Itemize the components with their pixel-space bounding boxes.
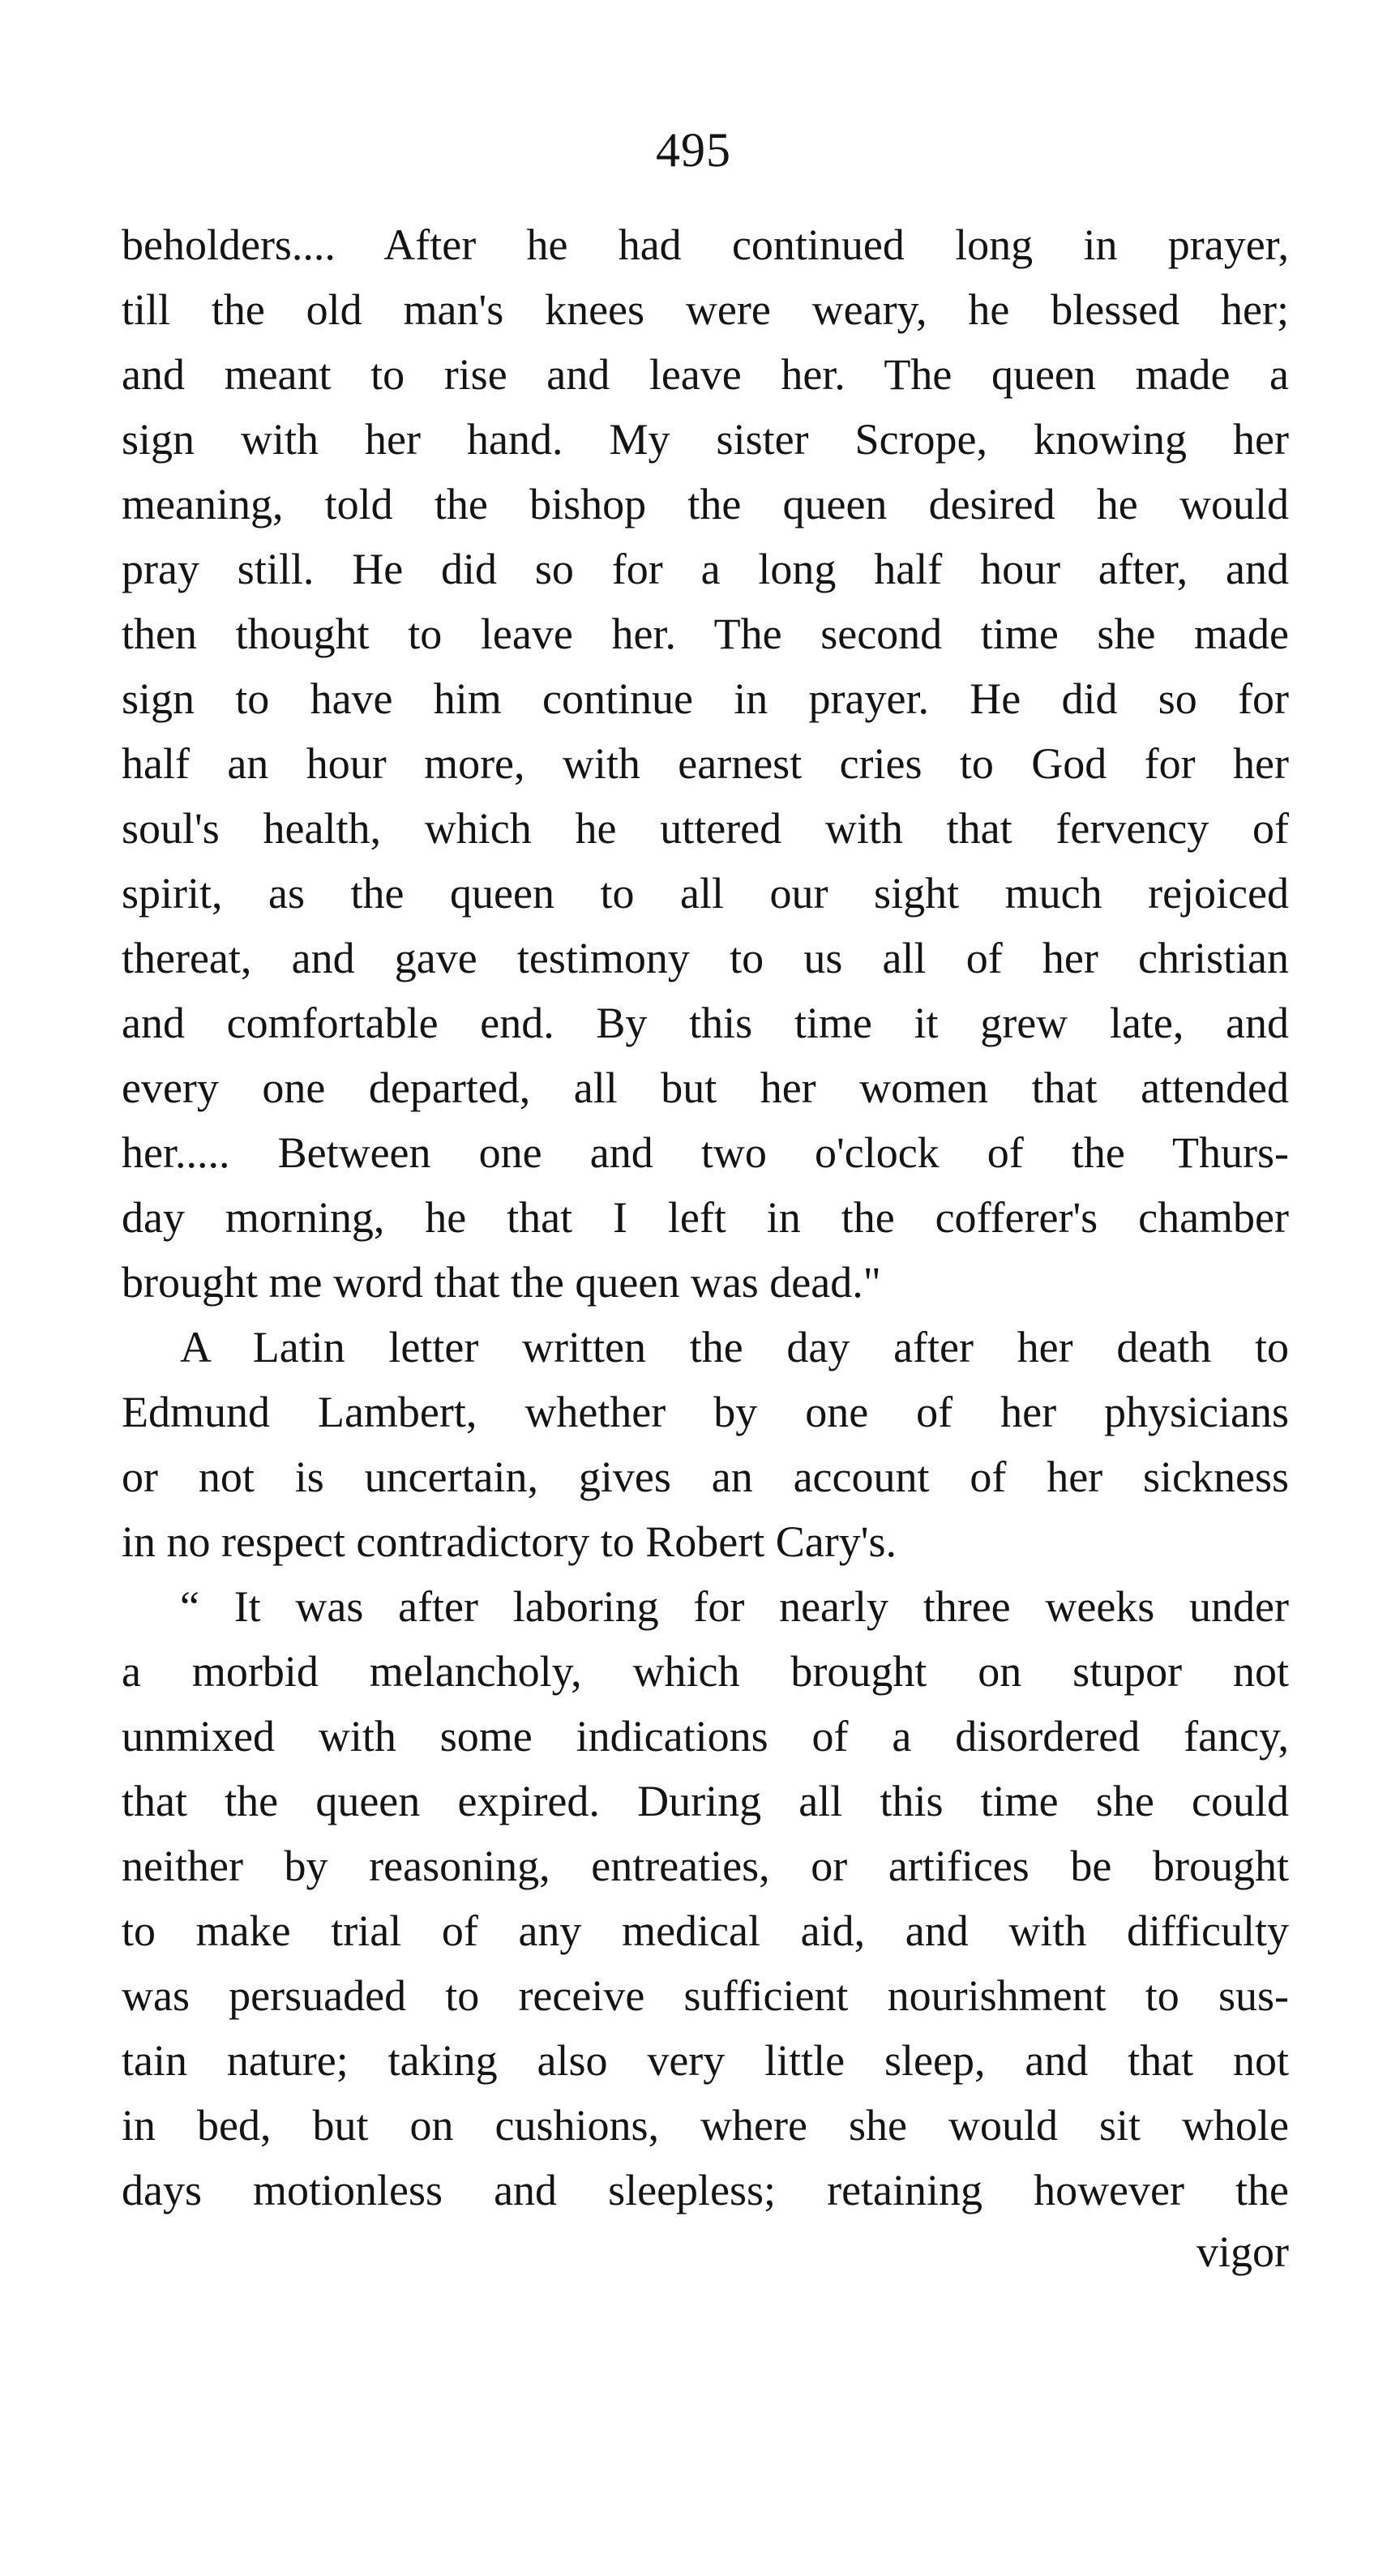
text-line: and meant to rise and leave her. The queen made a [122, 350, 1289, 399]
paragraph-2 [122, 1315, 1289, 1574]
text-line: was persuaded to receive sufficient nourishment to sus- [122, 1971, 1289, 2020]
text-line: sign with her hand. My sister Scrope, knowing her [122, 415, 1289, 464]
text-line: pray still. He did so for a long half hour after, and [122, 545, 1289, 593]
text-line: beholders.... After he had continued long in prayer, [122, 220, 1289, 269]
paragraph-1 [122, 212, 1289, 1315]
text-line: and comfortable end. By this time it grew late, and [122, 999, 1289, 1047]
text-line: in no respect contradictory to Robert Cary's. [122, 1517, 897, 1566]
text-line: every one departed, all but her women that attended [122, 1063, 1289, 1112]
text-line: neither by reasoning, entreaties, or artifices be brought [122, 1842, 1289, 1890]
text-line: or not is uncertain, gives an account of her sickness [122, 1453, 1289, 1501]
text-line: a morbid melancholy, which brought on stupor not [122, 1647, 1289, 1696]
text-line: days motionless and sleepless; retaining however the [122, 2166, 1289, 2214]
text-line: “ It was after laboring for nearly three weeks under [180, 1582, 1289, 1631]
paragraph-3 [122, 1574, 1289, 2223]
text-line: unmixed with some indications of a disordered fancy, [122, 1712, 1289, 1761]
text-line: sign to have him continue in prayer. He did so for [122, 674, 1289, 723]
text-line: in bed, but on cushions, where she would sit whole [122, 2101, 1289, 2150]
text-line: till the old man's knees were weary, he blessed her; [122, 285, 1289, 334]
page-number: 495 [656, 123, 731, 177]
text-line: soul's health, which he uttered with that fervency of [122, 804, 1289, 853]
text-line: her..... Between one and two o'clock of the Thurs- [122, 1128, 1289, 1177]
text-line: half an hour more, with earnest cries to God for her [122, 739, 1289, 788]
text-line: Edmund Lambert, whether by one of her physicians [122, 1388, 1289, 1436]
text-line: spirit, as the queen to all our sight much rejoiced [122, 869, 1289, 918]
text-line: that the queen expired. During all this time she could [122, 1777, 1289, 1825]
text-line: meaning, told the bishop the queen desired he would [122, 480, 1289, 528]
text-line: then thought to leave her. The second time she made [122, 610, 1289, 658]
text-line: to make trial of any medical aid, and with difficulty [122, 1906, 1289, 1955]
text-line: brought me word that the queen was dead." [122, 1258, 881, 1307]
text-line: thereat, and gave testimony to us all of her christian [122, 934, 1289, 982]
catchword: vigor [1197, 2227, 1289, 2276]
body-text [122, 212, 1289, 2223]
text-line: day morning, he that I left in the cofferer's chamber [122, 1193, 1289, 1242]
text-line: A Latin letter written the day after her death to [180, 1323, 1289, 1371]
text-line: tain nature; taking also very little sleep, and that not [122, 2036, 1289, 2085]
